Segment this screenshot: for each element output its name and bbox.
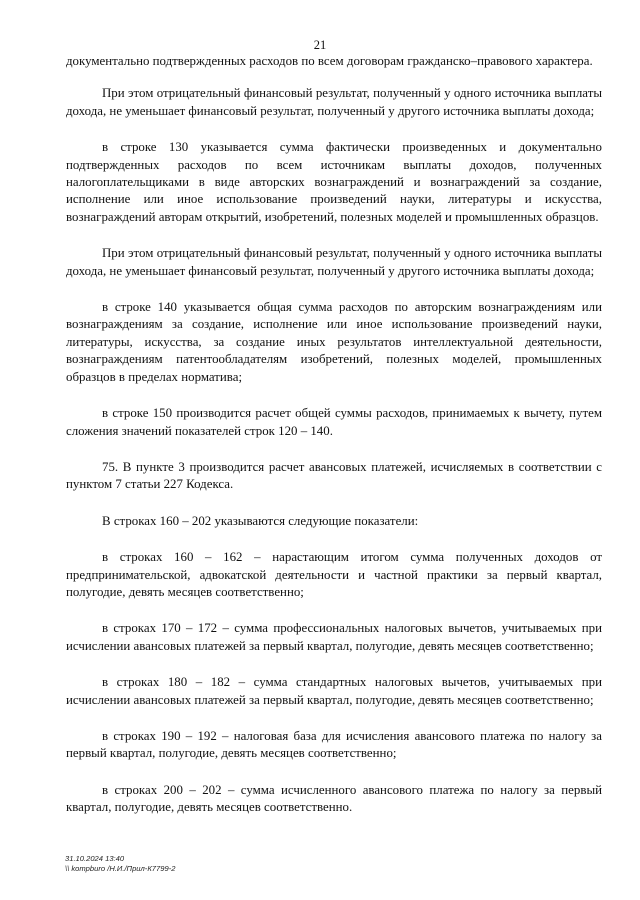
paragraph-item-75: 75. В пункте 3 производится расчет авансовых платежей, исчисляемых в соответствии с пунктом 7 статьи 227 Кодекса.	[66, 459, 602, 492]
paragraph-continuation: документально подтвержденных расходов по всем договорам гражданско–правового характера.	[66, 54, 593, 68]
paragraph-line-140: в строке 140 указывается общая сумма расходов по авторским вознаграждениям или вознаграждениям за создание, исполнение или иное использование произведений науки, литературы, искусства, за создание иных результатов интеллектуальной деятельности, вознаграждениям патентообладателям изобретений, полезных моделей, промышленных образцов в пределах норматива;	[66, 300, 602, 384]
paragraph-financial-result-note-2: При этом отрицательный финансовый результат, полученный у одного источника выплаты дохода, не уменьшает финансовый результат, полученный у другого источника выплаты дохода;	[66, 246, 602, 278]
footer-timestamp: 31.10.2024 13:40	[65, 854, 125, 863]
paragraph-lines-180-182: в строках 180 – 182 – сумма стандартных налоговых вычетов, учитываемых при исчислении авансовых платежей за первый квартал, полугодие, девять месяцев соответственно;	[66, 675, 602, 707]
paragraph-lines-190-192: в строках 190 – 192 – налоговая база для исчисления авансового платежа по налогу за первый квартал, полугодие, девять месяцев соответственно;	[66, 728, 602, 761]
document-body	[66, 53, 602, 836]
paragraph-lines-200-202: в строках 200 – 202 – сумма исчисленного авансового платежа по налогу за первый квартал, полугодие, девять месяцев соответственно.	[66, 782, 602, 815]
footer-file-path: \\ kompburo /Н.И./Прил-К7799-2	[65, 864, 176, 873]
paragraph-lines-160-202-intro: В строках 160 – 202 указываются следующие показатели:	[102, 513, 419, 528]
paragraph-financial-result-note-1: При этом отрицательный финансовый результат, полученный у одного источника выплаты дохода, не уменьшает финансовый результат, полученный у другого источника выплаты дохода;	[66, 86, 602, 118]
document-footer	[65, 854, 175, 874]
paragraph-lines-160-162: в строках 160 – 162 – нарастающим итогом сумма полученных доходов от предпринимательской, адвокатской деятельности и частной практики за первый квартал, полугодие, девять месяцев соответственно;	[66, 550, 602, 599]
paragraph-line-150: в строке 150 производится расчет общей суммы расходов, принимаемых к вычету, путем сложения значений показателей строк 120 – 140.	[66, 406, 602, 438]
paragraph-line-130: в строке 130 указывается сумма фактически произведенных и документально подтвержденных расходов по всем источникам выплаты доходов, полученных налогоплательщиками в виде авторских вознаграждений и вознаграждений за создание, исполнение или иное использование произведений науки, литературы и искусства, вознаграждений авторам открытий, изобретений, полезных моделей и промышленных образцов.	[66, 140, 602, 224]
page-number: 21	[313, 38, 327, 52]
paragraph-lines-170-172: в строках 170 – 172 – сумма профессиональных налоговых вычетов, учитываемых при исчислении авансовых платежей за первый квартал, полугодие, девять месяцев соответственно;	[66, 621, 602, 653]
